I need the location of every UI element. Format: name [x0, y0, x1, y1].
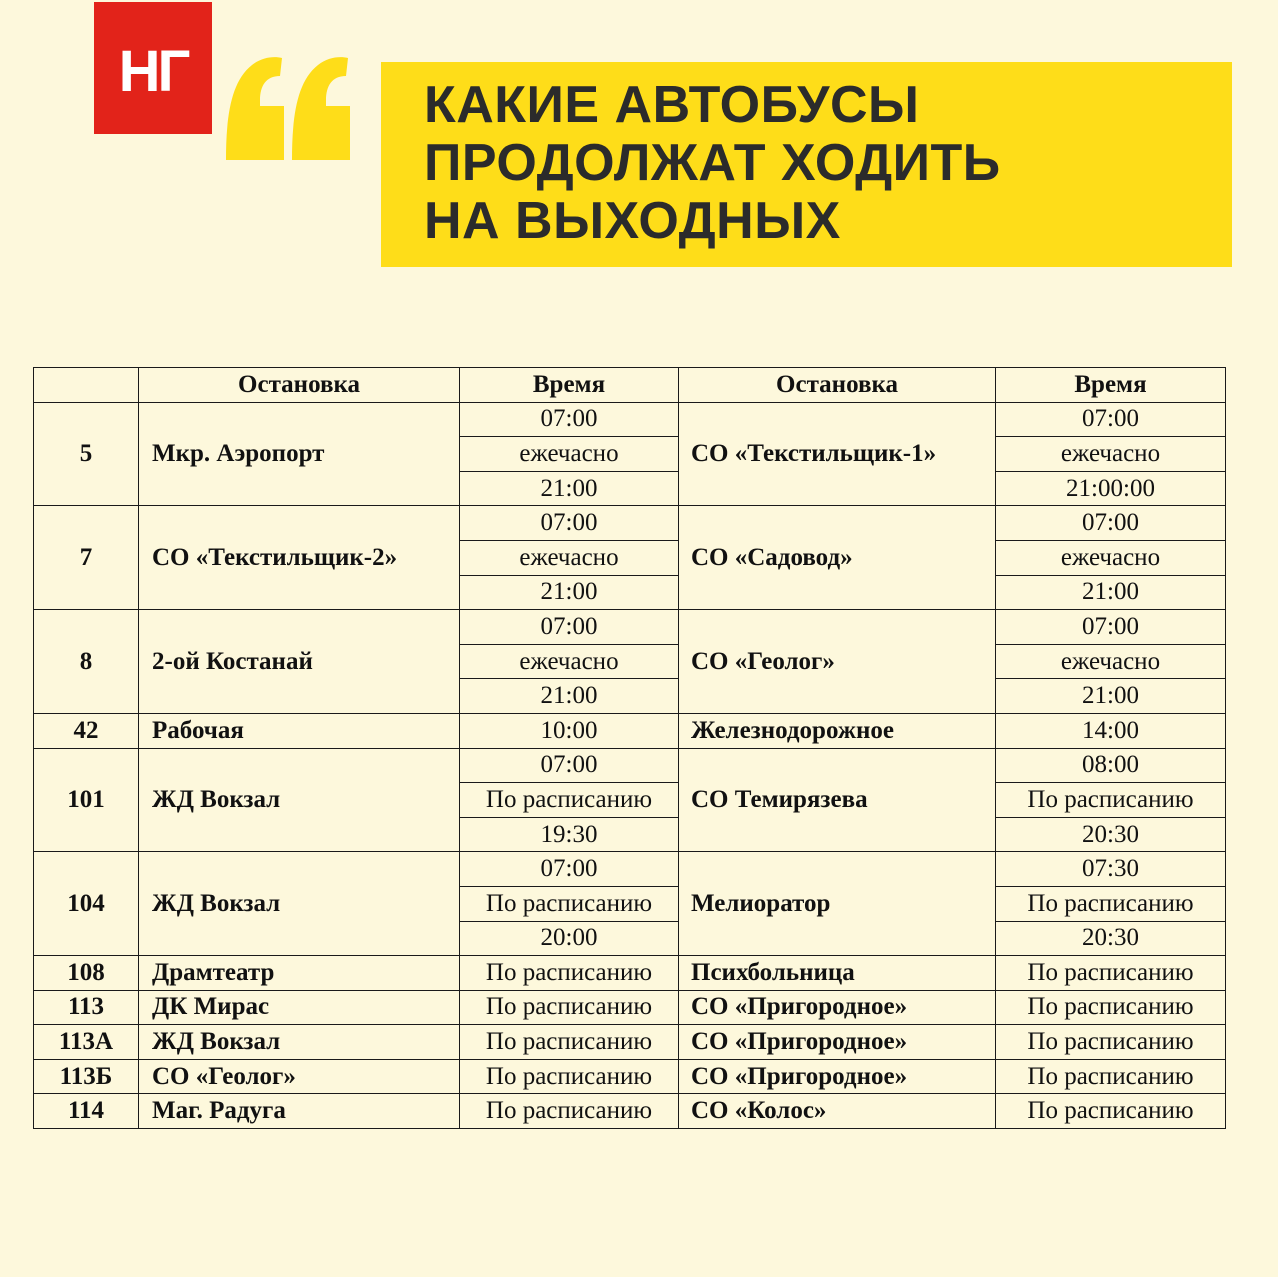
stop-a: Мкр. Аэропорт — [139, 402, 460, 506]
quote-icon — [222, 10, 362, 170]
time-a: 21:00 — [460, 679, 679, 714]
time-b: 07:00 — [996, 610, 1226, 645]
time-a: 10:00 — [460, 713, 679, 748]
stop-b: СО «Колос» — [679, 1094, 996, 1129]
stop-a: Маг. Радуга — [139, 1094, 460, 1129]
bus-schedule-table — [33, 367, 1226, 1129]
header-stop-a: Остановка — [139, 368, 460, 403]
time-a: 21:00 — [460, 471, 679, 506]
table-row — [34, 610, 1226, 645]
route-number: 113Б — [34, 1059, 139, 1094]
time-a: По расписанию — [460, 990, 679, 1025]
stop-b: СО «Пригородное» — [679, 1025, 996, 1060]
time-a: ежечасно — [460, 437, 679, 472]
time-b: 07:30 — [996, 852, 1226, 887]
route-number: 42 — [34, 713, 139, 748]
header-time-b: Время — [996, 368, 1226, 403]
time-b: 20:30 — [996, 921, 1226, 956]
header-stop-b: Остановка — [679, 368, 996, 403]
time-b: По расписанию — [996, 956, 1226, 991]
stop-a: ЖД Вокзал — [139, 748, 460, 852]
schedule-body — [34, 402, 1226, 1128]
time-a: 07:00 — [460, 506, 679, 541]
time-b: 20:30 — [996, 817, 1226, 852]
time-a: ежечасно — [460, 540, 679, 575]
table-row — [34, 1025, 1226, 1060]
time-b: ежечасно — [996, 540, 1226, 575]
time-a: По расписанию — [460, 886, 679, 921]
brand-logo: НГ — [94, 2, 212, 134]
stop-a: СО «Текстильщик-2» — [139, 506, 460, 610]
time-b: ежечасно — [996, 437, 1226, 472]
stop-a: 2-ой Костанай — [139, 610, 460, 714]
time-a: 07:00 — [460, 748, 679, 783]
route-number: 104 — [34, 852, 139, 956]
time-a: По расписанию — [460, 1059, 679, 1094]
stop-a: СО «Геолог» — [139, 1059, 460, 1094]
stop-b: СО «Геолог» — [679, 610, 996, 714]
stop-b: Мелиоратор — [679, 852, 996, 956]
table-row — [34, 1094, 1226, 1129]
time-a: 20:00 — [460, 921, 679, 956]
header-time-a: Время — [460, 368, 679, 403]
time-a: По расписанию — [460, 956, 679, 991]
time-a: По расписанию — [460, 1094, 679, 1129]
table-row — [34, 748, 1226, 783]
time-a: 07:00 — [460, 402, 679, 437]
time-b: 07:00 — [996, 506, 1226, 541]
table-row — [34, 506, 1226, 541]
table-row — [34, 713, 1226, 748]
stop-b: СО «Пригородное» — [679, 990, 996, 1025]
time-b: 21:00:00 — [996, 471, 1226, 506]
time-a: 21:00 — [460, 575, 679, 610]
table-header-row — [34, 368, 1226, 403]
stop-b: СО «Садовод» — [679, 506, 996, 610]
time-b: По расписанию — [996, 990, 1226, 1025]
stop-b: Психбольница — [679, 956, 996, 991]
stop-b: СО «Текстильщик-1» — [679, 402, 996, 506]
table-row — [34, 956, 1226, 991]
stop-a: Драмтеатр — [139, 956, 460, 991]
time-b: 21:00 — [996, 575, 1226, 610]
table-row — [34, 402, 1226, 437]
time-b: 21:00 — [996, 679, 1226, 714]
headline-box — [381, 62, 1232, 267]
headline-line-3: НА ВЫХОДНЫХ — [424, 192, 841, 250]
time-a: По расписанию — [460, 1025, 679, 1060]
route-number: 8 — [34, 610, 139, 714]
table-row — [34, 852, 1226, 887]
route-number: 5 — [34, 402, 139, 506]
route-number: 113А — [34, 1025, 139, 1060]
stop-a: ДК Мирас — [139, 990, 460, 1025]
time-b: По расписанию — [996, 886, 1226, 921]
time-b: 14:00 — [996, 713, 1226, 748]
time-b: По расписанию — [996, 1025, 1226, 1060]
time-b: 08:00 — [996, 748, 1226, 783]
route-number: 7 — [34, 506, 139, 610]
time-a: 19:30 — [460, 817, 679, 852]
stop-a: ЖД Вокзал — [139, 852, 460, 956]
time-b: 07:00 — [996, 402, 1226, 437]
header-route — [34, 368, 139, 403]
time-b: По расписанию — [996, 1094, 1226, 1129]
route-number: 114 — [34, 1094, 139, 1129]
route-number: 108 — [34, 956, 139, 991]
stop-b: СО «Пригородное» — [679, 1059, 996, 1094]
headline-line-2: ПРОДОЛЖАТ ХОДИТЬ — [424, 134, 1001, 192]
time-b: По расписанию — [996, 1059, 1226, 1094]
table-row — [34, 990, 1226, 1025]
stop-a: Рабочая — [139, 713, 460, 748]
route-number: 101 — [34, 748, 139, 852]
time-a: 07:00 — [460, 610, 679, 645]
headline-line-1: КАКИЕ АВТОБУСЫ — [424, 76, 920, 134]
time-b: По расписанию — [996, 783, 1226, 818]
stop-b: СО Темирязева — [679, 748, 996, 852]
stop-b: Железнодорожное — [679, 713, 996, 748]
stop-a: ЖД Вокзал — [139, 1025, 460, 1060]
time-b: ежечасно — [996, 644, 1226, 679]
time-a: По расписанию — [460, 783, 679, 818]
time-a: ежечасно — [460, 644, 679, 679]
route-number: 113 — [34, 990, 139, 1025]
time-a: 07:00 — [460, 852, 679, 887]
table-row — [34, 1059, 1226, 1094]
